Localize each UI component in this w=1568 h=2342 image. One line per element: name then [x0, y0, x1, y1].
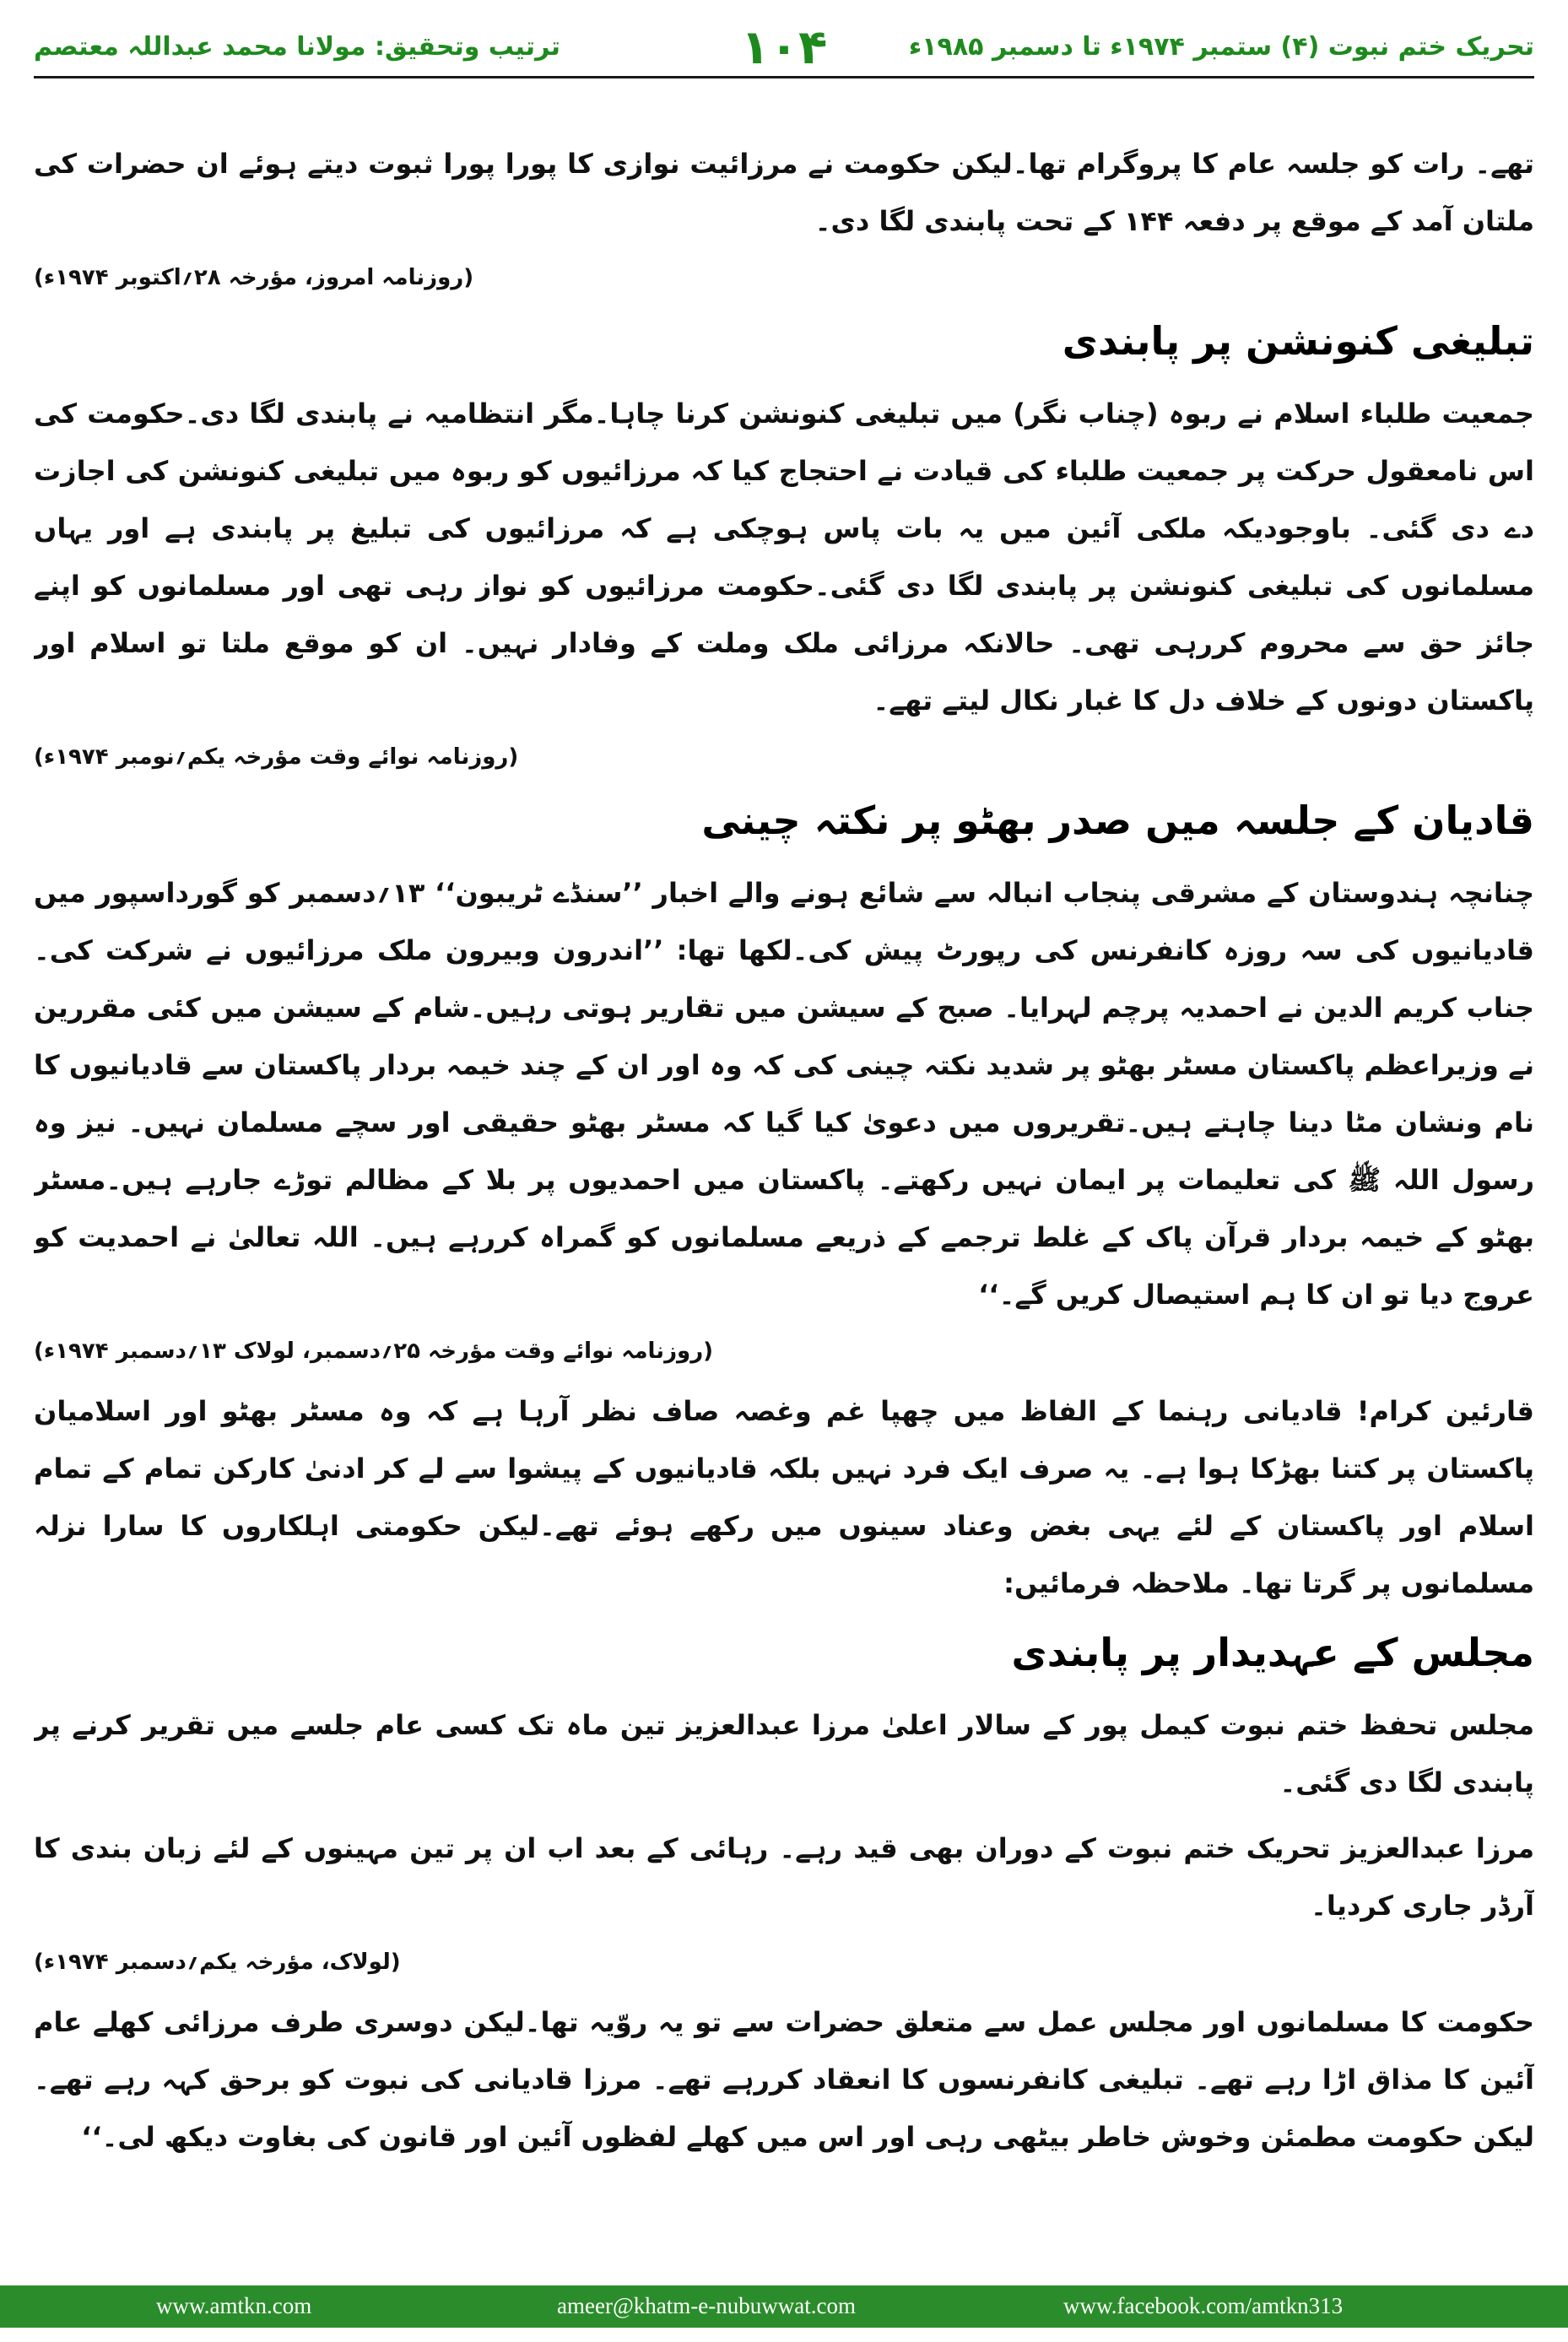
paragraph-1: تھے۔ رات کو جلسہ عام کا پروگرام تھا۔لیکن حکومت نے مرزائیت نوازی کا پورا پورا ثبوت دیتے ہوئے ان حضرات کی ملتان آمد کے موقع پر دفعہ ۱۴۴ کے تحت پابندی لگا دی۔ [34, 148, 1534, 237]
page-number: ۱۰۴ [740, 20, 828, 75]
heading-majlis-official-ban: مجلس کے عہدیدار پر پابندی [1011, 1630, 1534, 1675]
page-header [34, 17, 1534, 78]
source-citation-1: (روزنامہ امروز، مؤرخہ ۲۸؍اکتوبر ۱۹۷۴ء) [34, 265, 474, 290]
book-title: تحریک ختم نبوت (۴) ستمبر ۱۹۷۴ء تا دسمبر ۱۹۸۵ء [908, 32, 1534, 62]
source-citation-2: (روزنامہ نوائے وقت مؤرخہ یکم؍نومبر ۱۹۷۴ء) [34, 744, 519, 770]
paragraph-5: مجلس تحفظ ختم نبوت کیمل پور کے سالار اعلیٰ مرزا عبدالعزیز تین ماہ تک کسی عام جلسے میں تقریر کرنے پر پابندی لگا دی گئی۔ [34, 1709, 1534, 1798]
paragraph-3: چنانچہ ہندوستان کے مشرقی پنجاب انبالہ سے شائع ہونے والے اخبار ’’سنڈے ٹریبون‘‘ ۱۳؍دسمبر کو گورداسپور میں قادیانیوں کی سہ روزہ کانفرنس کی رپورٹ پیش کی۔لکھا تھا: ’’اندرون وبیرون ملک مرزائیوں نے شرکت کی۔ جناب کریم الدین نے احمدیہ پرچم لہرایا۔ صبح کے سیشن میں تقاریر ہوتی رہیں۔شام کے سیشن میں کئی مقررین نے وزیراعظم پاکستان مسٹر بھٹو پر شدید نکتہ چینی کی کہ وہ اور ان کے چند خیمہ بردار پاکستان سے قادیانیوں کا نام ونشان مٹا دینا چاہتے ہیں۔تقریروں میں دعویٰ کیا گیا کہ مسٹر بھٹو حقیقی اور سچے مسلمان نہیں۔ نیز وہ رسول اللہ ﷺ کی تعلیمات پر ایمان نہیں رکھتے۔ پاکستان میں احمدیوں پر بلا کے مظالم توڑے جارہے ہیں۔مسٹر بھٹو کے خیمہ بردار قرآن پاک کے غلط ترجمے کے ذریعے مسلمانوں کو گمراہ کررہے ہیں۔ اللہ تعالیٰ نے احمدیت کو عروج دیا تو ان کا ہم استیصال کریں گے۔‘‘ [34, 877, 1534, 1311]
heading-qadian-jalsa: قادیان کے جلسہ میں صدر بھٹو پر نکتہ چینی [701, 798, 1534, 843]
compiler-credit: ترتیب وتحقیق: مولانا محمد عبداللہ معتصم [34, 32, 560, 62]
email-link[interactable]: ameer@khatm-e-nubuwwat.com [557, 2293, 856, 2318]
paragraph-6: مرزا عبدالعزیز تحریک ختم نبوت کے دوران بھی قید رہے۔ رہائی کے بعد اب ان پر تین مہینوں کے لئے زبان بندی کا آرڈر جاری کردیا۔ [34, 1832, 1534, 1922]
page-footer [0, 2285, 1568, 2328]
page-body [34, 135, 1534, 2245]
paragraph-7: حکومت کا مسلمانوں اور مجلس عمل سے متعلق حضرات سے تو یہ روّیہ تھا۔لیکن دوسری طرف مرزائی کھلے عام آئین کا مذاق اڑا رہے تھے۔ تبلیغی کانفرنسوں کا انعقاد کررہے تھے۔ مرزا قادیانی کی نبوت کو برحق کہہ رہے تھے۔لیکن حکومت مطمئن وخوش خاطر بیٹھی رہی اور اس میں کھلے لفظوں آئین اور قانون کی بغاوت دیکھ لی۔‘‘ [34, 2006, 1534, 2153]
source-citation-3: (روزنامہ نوائے وقت مؤرخہ ۲۵؍دسمبر، لولاک ۱۳؍دسمبر ۱۹۷۴ء) [34, 1339, 714, 1364]
paragraph-2: جمعیت طلباء اسلام نے ربوہ (چناب نگر) میں تبلیغی کنونشن کرنا چاہا۔مگر انتظامیہ نے پابندی لگا دی۔حکومت کی اس نامعقول حرکت پر جمعیت طلباء کی قیادت نے احتجاج کیا کہ مرزائیوں کو ربوہ میں تبلیغی کنونشن کی اجازت دے دی گئی۔ باوجودیکہ ملکی آئین میں یہ بات پاس ہوچکی ہے کہ مرزائیوں کی تبلیغ پر پابندی ہے اور یہاں مسلمانوں کی تبلیغی کنونشن پر پابندی لگا دی گئی۔حکومت مرزائیوں کو نواز رہی تھی اور مسلمانوں کو اپنے جائز حق سے محروم کررہی تھی۔ حالانکہ مرزائی ملک وملت کے وفادار نہیں۔ ان کو موقع ملتا تو اسلام اور پاکستان دونوں کے خلاف دل کا غبار نکال لیتے تھے۔ [34, 398, 1534, 717]
source-citation-4: (لولاک، مؤرخہ یکم؍دسمبر ۱۹۷۴ء) [34, 1950, 401, 1975]
heading-tablighi-convention-ban: تبلیغی کنونشن پر پابندی [1062, 318, 1534, 364]
paragraph-4: قارئین کرام! قادیانی رہنما کے الفاظ میں چھپا غم وغصہ صاف نظر آرہا ہے کہ وہ مسٹر بھٹو اور اسلامیان پاکستان پر کتنا بھڑکا ہوا ہے۔ یہ صرف ایک فرد نہیں بلکہ قادیانیوں کے پیشوا سے لے کر ادنیٰ کارکن تمام کے تمام اسلام اور پاکستان کے لئے یہی بغض وعناد سینوں میں رکھے ہوئے تھے۔لیکن حکومتی اہلکاروں کا سارا نزلہ مسلمانوں پر گرتا تھا۔ ملاحظہ فرمائیں: [34, 1395, 1534, 1599]
website-link[interactable]: www.amtkn.com [156, 2293, 312, 2318]
facebook-link[interactable]: www.facebook.com/amtkn313 [1063, 2293, 1344, 2318]
